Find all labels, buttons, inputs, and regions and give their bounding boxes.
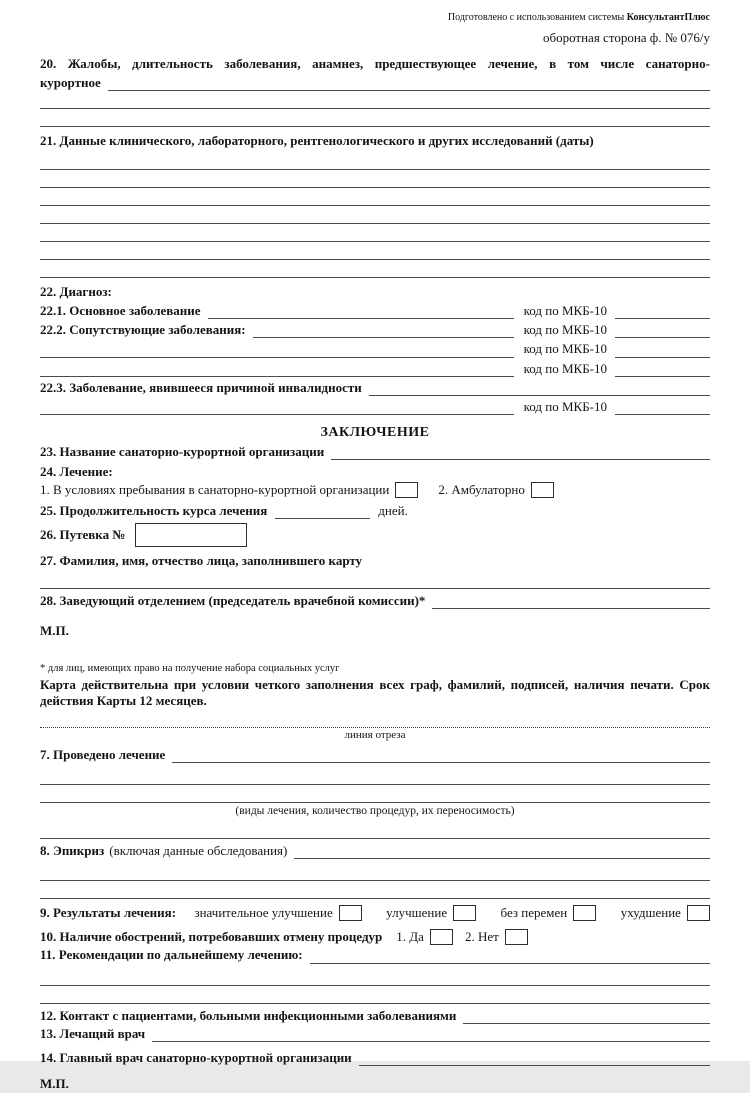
stamp-label: М.П. [40, 623, 69, 639]
section-24-label: 24. Лечение: [40, 464, 113, 479]
section-25-suffix: дней. [378, 502, 408, 518]
duration-fill-line [275, 503, 370, 519]
section-22-extra-row [40, 341, 710, 357]
section-20-line1: 20. Жалобы, длительность заболевания, анамнез, предшествующее лечение, в том числе санаторно- [40, 55, 710, 71]
section-13-label: 13. Лечащий врач [40, 1025, 146, 1041]
section-22-1-row [40, 303, 710, 319]
result-option [501, 905, 603, 921]
section-11-label: 11. Рекомендации по дальнейшему лечению: [40, 947, 303, 963]
section-10-label: 10. Наличие обострений, потребовавших отмену процедур [40, 929, 383, 944]
section-28-row [40, 593, 710, 609]
section-28-label: 28. Заведующий отделением (председатель врачебной комиссии)* [40, 593, 426, 608]
section-10-row [40, 929, 710, 945]
section-23-row [40, 444, 710, 460]
result-option [386, 905, 482, 921]
section-28-fill-line [432, 593, 710, 609]
mkb-code-label: код по МКБ-10 [523, 399, 607, 414]
diagnosis-fill-line [40, 342, 514, 358]
section-22-extra-row [40, 361, 710, 377]
mkb-code-fill-line [615, 361, 710, 377]
section-14-fill-line [359, 1050, 710, 1066]
section-26-label: 26. Путевка № [40, 526, 126, 542]
section-26-row [40, 523, 710, 547]
blank-line [40, 881, 710, 899]
section-12-label: 12. Контакт с пациентами, больными инфекционными заболеваниями [40, 1007, 457, 1023]
section-22-3-row [40, 380, 710, 396]
diagnosis-fill-line [40, 361, 514, 377]
blank-line [40, 109, 710, 127]
no-checkbox [505, 929, 528, 945]
cut-line [40, 727, 710, 728]
blank-line [40, 170, 710, 188]
section-23-fill-line [331, 444, 710, 460]
blank-line [40, 188, 710, 206]
section-13-fill-line [152, 1026, 710, 1042]
prepared-note-brand: КонсультантПлюс [626, 12, 710, 23]
improvement-checkbox [453, 905, 476, 921]
mkb-code-label: код по МКБ-10 [523, 360, 607, 376]
blank-line [40, 863, 710, 881]
section-22-1-label: 22.1. Основное заболевание [40, 302, 201, 318]
mkb-code-fill-line [615, 322, 710, 338]
mkb-code-fill-line [615, 399, 710, 415]
section-20-line2 [40, 75, 710, 91]
section-22-3-label: 22.3. Заболевание, явившееся причиной инвалидности [40, 379, 362, 395]
section-9-row [40, 905, 710, 921]
section-9-label: 9. Результаты лечения: [40, 904, 177, 920]
cut-line-label: линия отреза [344, 729, 406, 742]
section-20-label2: курортное [40, 75, 101, 90]
section-7-caption: (виды лечения, количество процедур, их переносимость) [235, 805, 515, 818]
diagnosis-fill-line [40, 399, 514, 415]
result-option-label: без перемен [500, 904, 568, 920]
section-22-2-label: 22.2. Сопутствующие заболевания: [40, 322, 246, 337]
section-7-fill-line [172, 747, 710, 763]
result-option-label: значительное улучшение [194, 904, 333, 920]
section-8-label: 8. Эпикриз [40, 842, 105, 858]
blank-line [40, 260, 710, 278]
blank-line [40, 152, 710, 170]
section-8-fill-line [294, 843, 710, 859]
section-24-option-2-label: 2. Амбулаторно [438, 482, 525, 498]
section-24-options [40, 482, 710, 498]
section-22-2-fill-line [253, 322, 514, 338]
section-11-fill-line [310, 948, 710, 964]
section-23-label: 23. Название санаторно-курортной организации [40, 443, 325, 459]
section-25-label: 25. Продолжительность курса лечения [40, 502, 268, 518]
no-change-checkbox [573, 905, 596, 921]
section-22-3-code-row [40, 399, 710, 415]
section-22-label: 22. Диагноз: [40, 283, 112, 299]
section-13-row [40, 1026, 710, 1042]
result-option-label: улучшение [386, 904, 448, 920]
section-14-row [40, 1050, 710, 1066]
blank-line [40, 986, 710, 1004]
section-8-sublabel: (включая данные обследования) [109, 842, 288, 858]
section-7-label: 7. Проведено лечение [40, 746, 166, 762]
form-reference: оборотная сторона ф. № 076/у [542, 29, 710, 45]
worsening-checkbox [687, 905, 710, 921]
section-7-row [40, 747, 710, 763]
footnote: * для лиц, имеющих право на получение набора социальных услуг [40, 662, 340, 674]
blank-line [40, 224, 710, 242]
section-8-row [40, 843, 710, 859]
prepared-note-prefix: Подготовлено с использованием системы [447, 12, 627, 23]
section-12-fill-line [463, 1008, 710, 1024]
blank-line [40, 785, 710, 803]
mkb-code-label: код по МКБ-10 [523, 341, 607, 357]
blank-line [40, 91, 710, 109]
yes-label: 1. Да [396, 929, 424, 944]
voucher-number-box [135, 523, 247, 547]
outpatient-checkbox [531, 482, 554, 498]
section-22-3-fill-line [369, 380, 710, 396]
mkb-code-label: код по МКБ-10 [523, 302, 607, 318]
section-14-label: 14. Главный врач санаторно-курортной организации [40, 1050, 352, 1065]
mkb-code-fill-line [615, 342, 710, 358]
blank-line [40, 767, 710, 785]
section-20-fill-line [108, 75, 710, 91]
section-22-1-fill-line [208, 303, 514, 319]
validity-note: Карта действительна при условии четкого заполнения всех граф, фамилий, подписей, наличия печати. Срок действия Карты 12 месяцев. [40, 676, 710, 708]
mkb-code-fill-line [615, 303, 710, 319]
section-21-label: 21. Данные клинического, лабораторного, рентгенологического и других исследований (даты) [40, 133, 594, 149]
stamp-label: М.П. [40, 1076, 69, 1092]
result-option-label: ухудшение [620, 904, 681, 920]
section-25-row [40, 503, 710, 519]
blank-line [40, 206, 710, 224]
section-24-option-1-label: 1. В условиях пребывания в санаторно-курортной организации [40, 482, 390, 498]
significant-improvement-checkbox [339, 905, 362, 921]
mkb-code-label: код по МКБ-10 [523, 322, 607, 337]
inpatient-checkbox [395, 482, 418, 498]
section-22-2-row [40, 322, 710, 338]
no-label: 2. Нет [464, 929, 499, 944]
section-27-label: 27. Фамилия, имя, отчество лица, заполнившего карту [40, 552, 363, 568]
result-option [194, 905, 367, 921]
blank-line [40, 968, 710, 986]
yes-checkbox [430, 929, 453, 945]
conclusion-title: ЗАКЛЮЧЕНИЕ [320, 425, 430, 441]
section-11-row [40, 947, 710, 963]
section-12-row [40, 1008, 710, 1024]
blank-line [40, 242, 710, 260]
blank-line [40, 821, 710, 839]
prepared-note [40, 12, 710, 25]
result-option [621, 905, 710, 921]
blank-line [40, 571, 710, 589]
